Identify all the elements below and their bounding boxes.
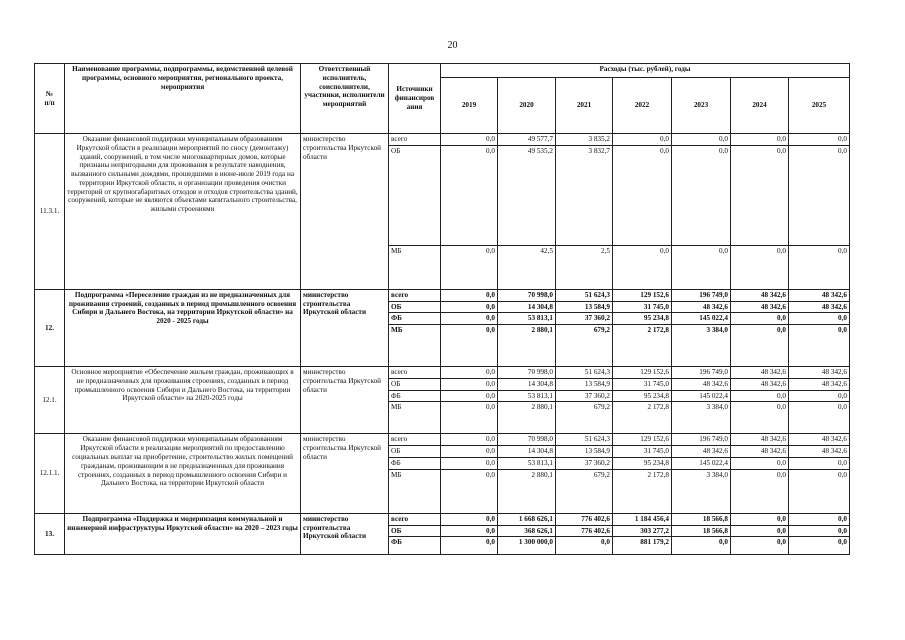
value-cell: 0,0 bbox=[789, 537, 850, 555]
value-cell: 2 880,1 bbox=[498, 325, 556, 367]
value-cell: 0,0 bbox=[441, 145, 498, 245]
value-cell: 3 835,2 bbox=[556, 134, 613, 146]
header-source: Источники финансиров ания bbox=[389, 64, 441, 134]
value-cell: 31 745,0 bbox=[613, 301, 672, 313]
value-cell: 0,0 bbox=[789, 245, 850, 289]
row-executor: министерство строительства Иркутской области bbox=[301, 367, 389, 434]
value-cell: 0,0 bbox=[731, 134, 789, 146]
value-cell: 95 234,8 bbox=[613, 313, 672, 325]
value-cell: 37 360,2 bbox=[556, 458, 613, 470]
value-cell: 145 022,4 bbox=[672, 458, 731, 470]
source-cell: ФБ bbox=[389, 390, 441, 402]
value-cell: 129 152,6 bbox=[613, 367, 672, 379]
value-cell: 37 360,2 bbox=[556, 313, 613, 325]
value-cell: 3 832,7 bbox=[556, 145, 613, 245]
value-cell: 776 402,6 bbox=[556, 525, 613, 537]
value-cell: 48 342,6 bbox=[789, 434, 850, 446]
value-cell: 0,0 bbox=[789, 313, 850, 325]
value-cell: 881 179,2 bbox=[613, 537, 672, 555]
source-cell: всего bbox=[389, 434, 441, 446]
row-code: 12.1.1. bbox=[35, 434, 65, 513]
value-cell: 48 342,6 bbox=[731, 301, 789, 313]
value-cell: 0,0 bbox=[441, 134, 498, 146]
value-cell: 0,0 bbox=[731, 537, 789, 555]
value-cell: 95 234,8 bbox=[613, 458, 672, 470]
value-cell: 303 277,2 bbox=[613, 525, 672, 537]
value-cell: 51 624,3 bbox=[556, 289, 613, 301]
row-name: Подпрограмма «Поддержка и модернизация коммунальной и инженерной инфраструктуры Иркутской области» на 2020 – 2023 годы bbox=[65, 513, 301, 555]
value-cell: 0,0 bbox=[441, 525, 498, 537]
value-cell: 2 172,8 bbox=[613, 402, 672, 434]
value-cell: 0,0 bbox=[789, 513, 850, 525]
value-cell: 3 384,0 bbox=[672, 469, 731, 513]
value-cell: 2 880,1 bbox=[498, 469, 556, 513]
table-row bbox=[35, 434, 850, 446]
value-cell: 48 342,6 bbox=[731, 289, 789, 301]
value-cell: 0,0 bbox=[789, 390, 850, 402]
value-cell: 49 535,2 bbox=[498, 145, 556, 245]
header-year: 2021 bbox=[556, 78, 613, 134]
value-cell: 0,0 bbox=[789, 402, 850, 434]
value-cell: 2 172,8 bbox=[613, 469, 672, 513]
value-cell: 0,0 bbox=[441, 446, 498, 458]
header-year: 2025 bbox=[789, 78, 850, 134]
value-cell: 18 566,8 bbox=[672, 513, 731, 525]
value-cell: 70 998,0 bbox=[498, 434, 556, 446]
value-cell: 0,0 bbox=[731, 402, 789, 434]
source-cell: ОБ bbox=[389, 145, 441, 245]
header-year: 2019 bbox=[441, 78, 498, 134]
source-cell: ОБ bbox=[389, 378, 441, 390]
value-cell: 42,5 bbox=[498, 245, 556, 289]
source-cell: МБ bbox=[389, 245, 441, 289]
value-cell: 2 880,1 bbox=[498, 402, 556, 434]
value-cell: 13 584,9 bbox=[556, 446, 613, 458]
budget-table bbox=[34, 63, 850, 555]
value-cell: 129 152,6 bbox=[613, 289, 672, 301]
value-cell: 0,0 bbox=[731, 325, 789, 367]
value-cell: 0,0 bbox=[731, 145, 789, 245]
value-cell: 1 184 456,4 bbox=[613, 513, 672, 525]
value-cell: 0,0 bbox=[441, 513, 498, 525]
source-cell: МБ bbox=[389, 469, 441, 513]
value-cell: 48 342,6 bbox=[789, 367, 850, 379]
value-cell: 0,0 bbox=[731, 525, 789, 537]
value-cell: 31 745,0 bbox=[613, 378, 672, 390]
value-cell: 679,2 bbox=[556, 402, 613, 434]
source-cell: ФБ bbox=[389, 537, 441, 555]
value-cell: 0,0 bbox=[731, 513, 789, 525]
value-cell: 0,0 bbox=[731, 245, 789, 289]
source-cell: ФБ bbox=[389, 313, 441, 325]
value-cell: 48 342,6 bbox=[789, 289, 850, 301]
value-cell: 0,0 bbox=[613, 134, 672, 146]
value-cell: 48 342,6 bbox=[672, 301, 731, 313]
value-cell: 0,0 bbox=[789, 469, 850, 513]
value-cell: 0,0 bbox=[613, 245, 672, 289]
value-cell: 679,2 bbox=[556, 325, 613, 367]
value-cell: 0,0 bbox=[672, 537, 731, 555]
value-cell: 18 566,8 bbox=[672, 525, 731, 537]
value-cell: 53 813,1 bbox=[498, 458, 556, 470]
value-cell: 0,0 bbox=[672, 134, 731, 146]
value-cell: 0,0 bbox=[441, 367, 498, 379]
source-cell: ОБ bbox=[389, 301, 441, 313]
value-cell: 0,0 bbox=[672, 245, 731, 289]
value-cell: 0,0 bbox=[789, 325, 850, 367]
value-cell: 0,0 bbox=[731, 390, 789, 402]
value-cell: 1 668 626,1 bbox=[498, 513, 556, 525]
row-executor: министерство строительства Иркутской области bbox=[301, 513, 389, 555]
value-cell: 0,0 bbox=[441, 245, 498, 289]
value-cell: 0,0 bbox=[441, 289, 498, 301]
table-row bbox=[35, 289, 850, 301]
row-name: Оказание финансовой поддержки муниципальным образованиям Иркутской области в реализации мероприятий по сносу (демонтажу) зданий, сооружений, в том числе многоквартирных домов, которые признаны непригодными для проживания в результате наводнения, вызванного сильными дождями, прошедшими в июне-июле 2019 года на территории Иркутской области, и организации проведения очистки территорий от крупногабаритных отходов и отходов строительства зданий, сооружений, которые не являются объектами капитального строительства, жилыми строениями bbox=[65, 134, 301, 290]
row-code: 12.1. bbox=[35, 367, 65, 434]
value-cell: 48 342,6 bbox=[672, 446, 731, 458]
header-name: Наименование программы, подпрограммы, ведомственной целевой программы, основного мероприятия, регионального проекта, мероприятия bbox=[65, 64, 301, 134]
row-code: 11.3.1. bbox=[35, 134, 65, 290]
page-number: 20 bbox=[447, 40, 458, 51]
value-cell: 0,0 bbox=[441, 469, 498, 513]
source-cell: всего bbox=[389, 513, 441, 525]
value-cell: 48 342,6 bbox=[672, 378, 731, 390]
value-cell: 0,0 bbox=[672, 145, 731, 245]
value-cell: 13 584,9 bbox=[556, 301, 613, 313]
value-cell: 51 624,3 bbox=[556, 367, 613, 379]
table-row bbox=[35, 367, 850, 379]
value-cell: 196 749,0 bbox=[672, 434, 731, 446]
value-cell: 0,0 bbox=[441, 313, 498, 325]
value-cell: 368 626,1 bbox=[498, 525, 556, 537]
value-cell: 0,0 bbox=[441, 434, 498, 446]
row-code: 13. bbox=[35, 513, 65, 555]
value-cell: 145 022,4 bbox=[672, 390, 731, 402]
source-cell: всего bbox=[389, 367, 441, 379]
source-cell: всего bbox=[389, 134, 441, 146]
value-cell: 2 172,8 bbox=[613, 325, 672, 367]
value-cell: 51 624,3 bbox=[556, 434, 613, 446]
value-cell: 776 402,6 bbox=[556, 513, 613, 525]
value-cell: 48 342,6 bbox=[789, 378, 850, 390]
source-cell: МБ bbox=[389, 325, 441, 367]
table-row bbox=[35, 513, 850, 525]
value-cell: 95 234,8 bbox=[613, 390, 672, 402]
value-cell: 49 577,7 bbox=[498, 134, 556, 146]
value-cell: 0,0 bbox=[441, 378, 498, 390]
value-cell: 129 152,6 bbox=[613, 434, 672, 446]
value-cell: 0,0 bbox=[441, 537, 498, 555]
value-cell: 70 998,0 bbox=[498, 367, 556, 379]
value-cell: 14 304,8 bbox=[498, 378, 556, 390]
row-executor: министерство строительства Иркутской области bbox=[301, 289, 389, 366]
value-cell: 0,0 bbox=[731, 313, 789, 325]
header-num: № п/п bbox=[35, 64, 65, 134]
value-cell: 0,0 bbox=[789, 145, 850, 245]
value-cell: 37 360,2 bbox=[556, 390, 613, 402]
header-year: 2022 bbox=[613, 78, 672, 134]
value-cell: 48 342,6 bbox=[789, 301, 850, 313]
value-cell: 0,0 bbox=[441, 301, 498, 313]
value-cell: 0,0 bbox=[789, 458, 850, 470]
value-cell: 53 813,1 bbox=[498, 313, 556, 325]
value-cell: 70 998,0 bbox=[498, 289, 556, 301]
value-cell: 0,0 bbox=[441, 325, 498, 367]
row-name: Оказание финансовой поддержки муниципальным образованиям Иркутской области в реализации мероприятий по предоставлению социальных выплат на приобретение, строительство жилых помещений гражданам, проживающим в не предназначенных для проживания строениях, созданных в период промышленного освоения Сибири и Дальнего Востока, на территории Иркутской области bbox=[65, 434, 301, 513]
value-cell: 48 342,6 bbox=[731, 378, 789, 390]
row-code: 12. bbox=[35, 289, 65, 366]
source-cell: МБ bbox=[389, 402, 441, 434]
row-name: Подпрограмма «Переселение граждан из не предназначенных для проживания строений, созданных в период промышленного освоения Сибири и Дальнего Востока, на территории Иркутской области» на 2020 - 2025 годы bbox=[65, 289, 301, 366]
header-year: 2023 bbox=[672, 78, 731, 134]
value-cell: 0,0 bbox=[731, 469, 789, 513]
source-cell: ОБ bbox=[389, 446, 441, 458]
value-cell: 145 022,4 bbox=[672, 313, 731, 325]
value-cell: 14 304,8 bbox=[498, 446, 556, 458]
value-cell: 53 813,1 bbox=[498, 390, 556, 402]
value-cell: 0,0 bbox=[441, 390, 498, 402]
value-cell: 2,5 bbox=[556, 245, 613, 289]
value-cell: 0,0 bbox=[731, 458, 789, 470]
value-cell: 48 342,6 bbox=[731, 367, 789, 379]
header-executor: Ответственный исполнитель, соисполнители, участники, исполнители мероприятий bbox=[301, 64, 389, 134]
value-cell: 48 342,6 bbox=[731, 446, 789, 458]
table-row bbox=[35, 134, 850, 146]
header-year: 2020 bbox=[498, 78, 556, 134]
value-cell: 0,0 bbox=[556, 537, 613, 555]
source-cell: ОБ bbox=[389, 525, 441, 537]
value-cell: 1 300 000,0 bbox=[498, 537, 556, 555]
value-cell: 0,0 bbox=[789, 134, 850, 146]
header-year: 2024 bbox=[731, 78, 789, 134]
value-cell: 0,0 bbox=[441, 402, 498, 434]
value-cell: 3 384,0 bbox=[672, 325, 731, 367]
value-cell: 0,0 bbox=[613, 145, 672, 245]
value-cell: 0,0 bbox=[789, 525, 850, 537]
value-cell: 13 584,9 bbox=[556, 378, 613, 390]
value-cell: 679,2 bbox=[556, 469, 613, 513]
source-cell: всего bbox=[389, 289, 441, 301]
header-expenses: Расходы (тыс. рублей), годы bbox=[441, 64, 850, 78]
row-executor: министерство строительства Иркутской области bbox=[301, 434, 389, 513]
value-cell: 31 745,0 bbox=[613, 446, 672, 458]
source-cell: ФБ bbox=[389, 458, 441, 470]
row-executor: министерство строительства Иркутской области bbox=[301, 134, 389, 290]
value-cell: 14 304,8 bbox=[498, 301, 556, 313]
value-cell: 196 749,0 bbox=[672, 367, 731, 379]
value-cell: 196 749,0 bbox=[672, 289, 731, 301]
value-cell: 48 342,6 bbox=[789, 446, 850, 458]
value-cell: 48 342,6 bbox=[731, 434, 789, 446]
row-name: Основное мероприятие «Обеспечение жильем граждан, проживающих в не предназначенных для проживания строениях, созданных в период промышленного освоения Сибири и Дальнего Востока, на территории Иркутской области» на 2020-2025 годы bbox=[65, 367, 301, 434]
value-cell: 3 384,0 bbox=[672, 402, 731, 434]
value-cell: 0,0 bbox=[441, 458, 498, 470]
